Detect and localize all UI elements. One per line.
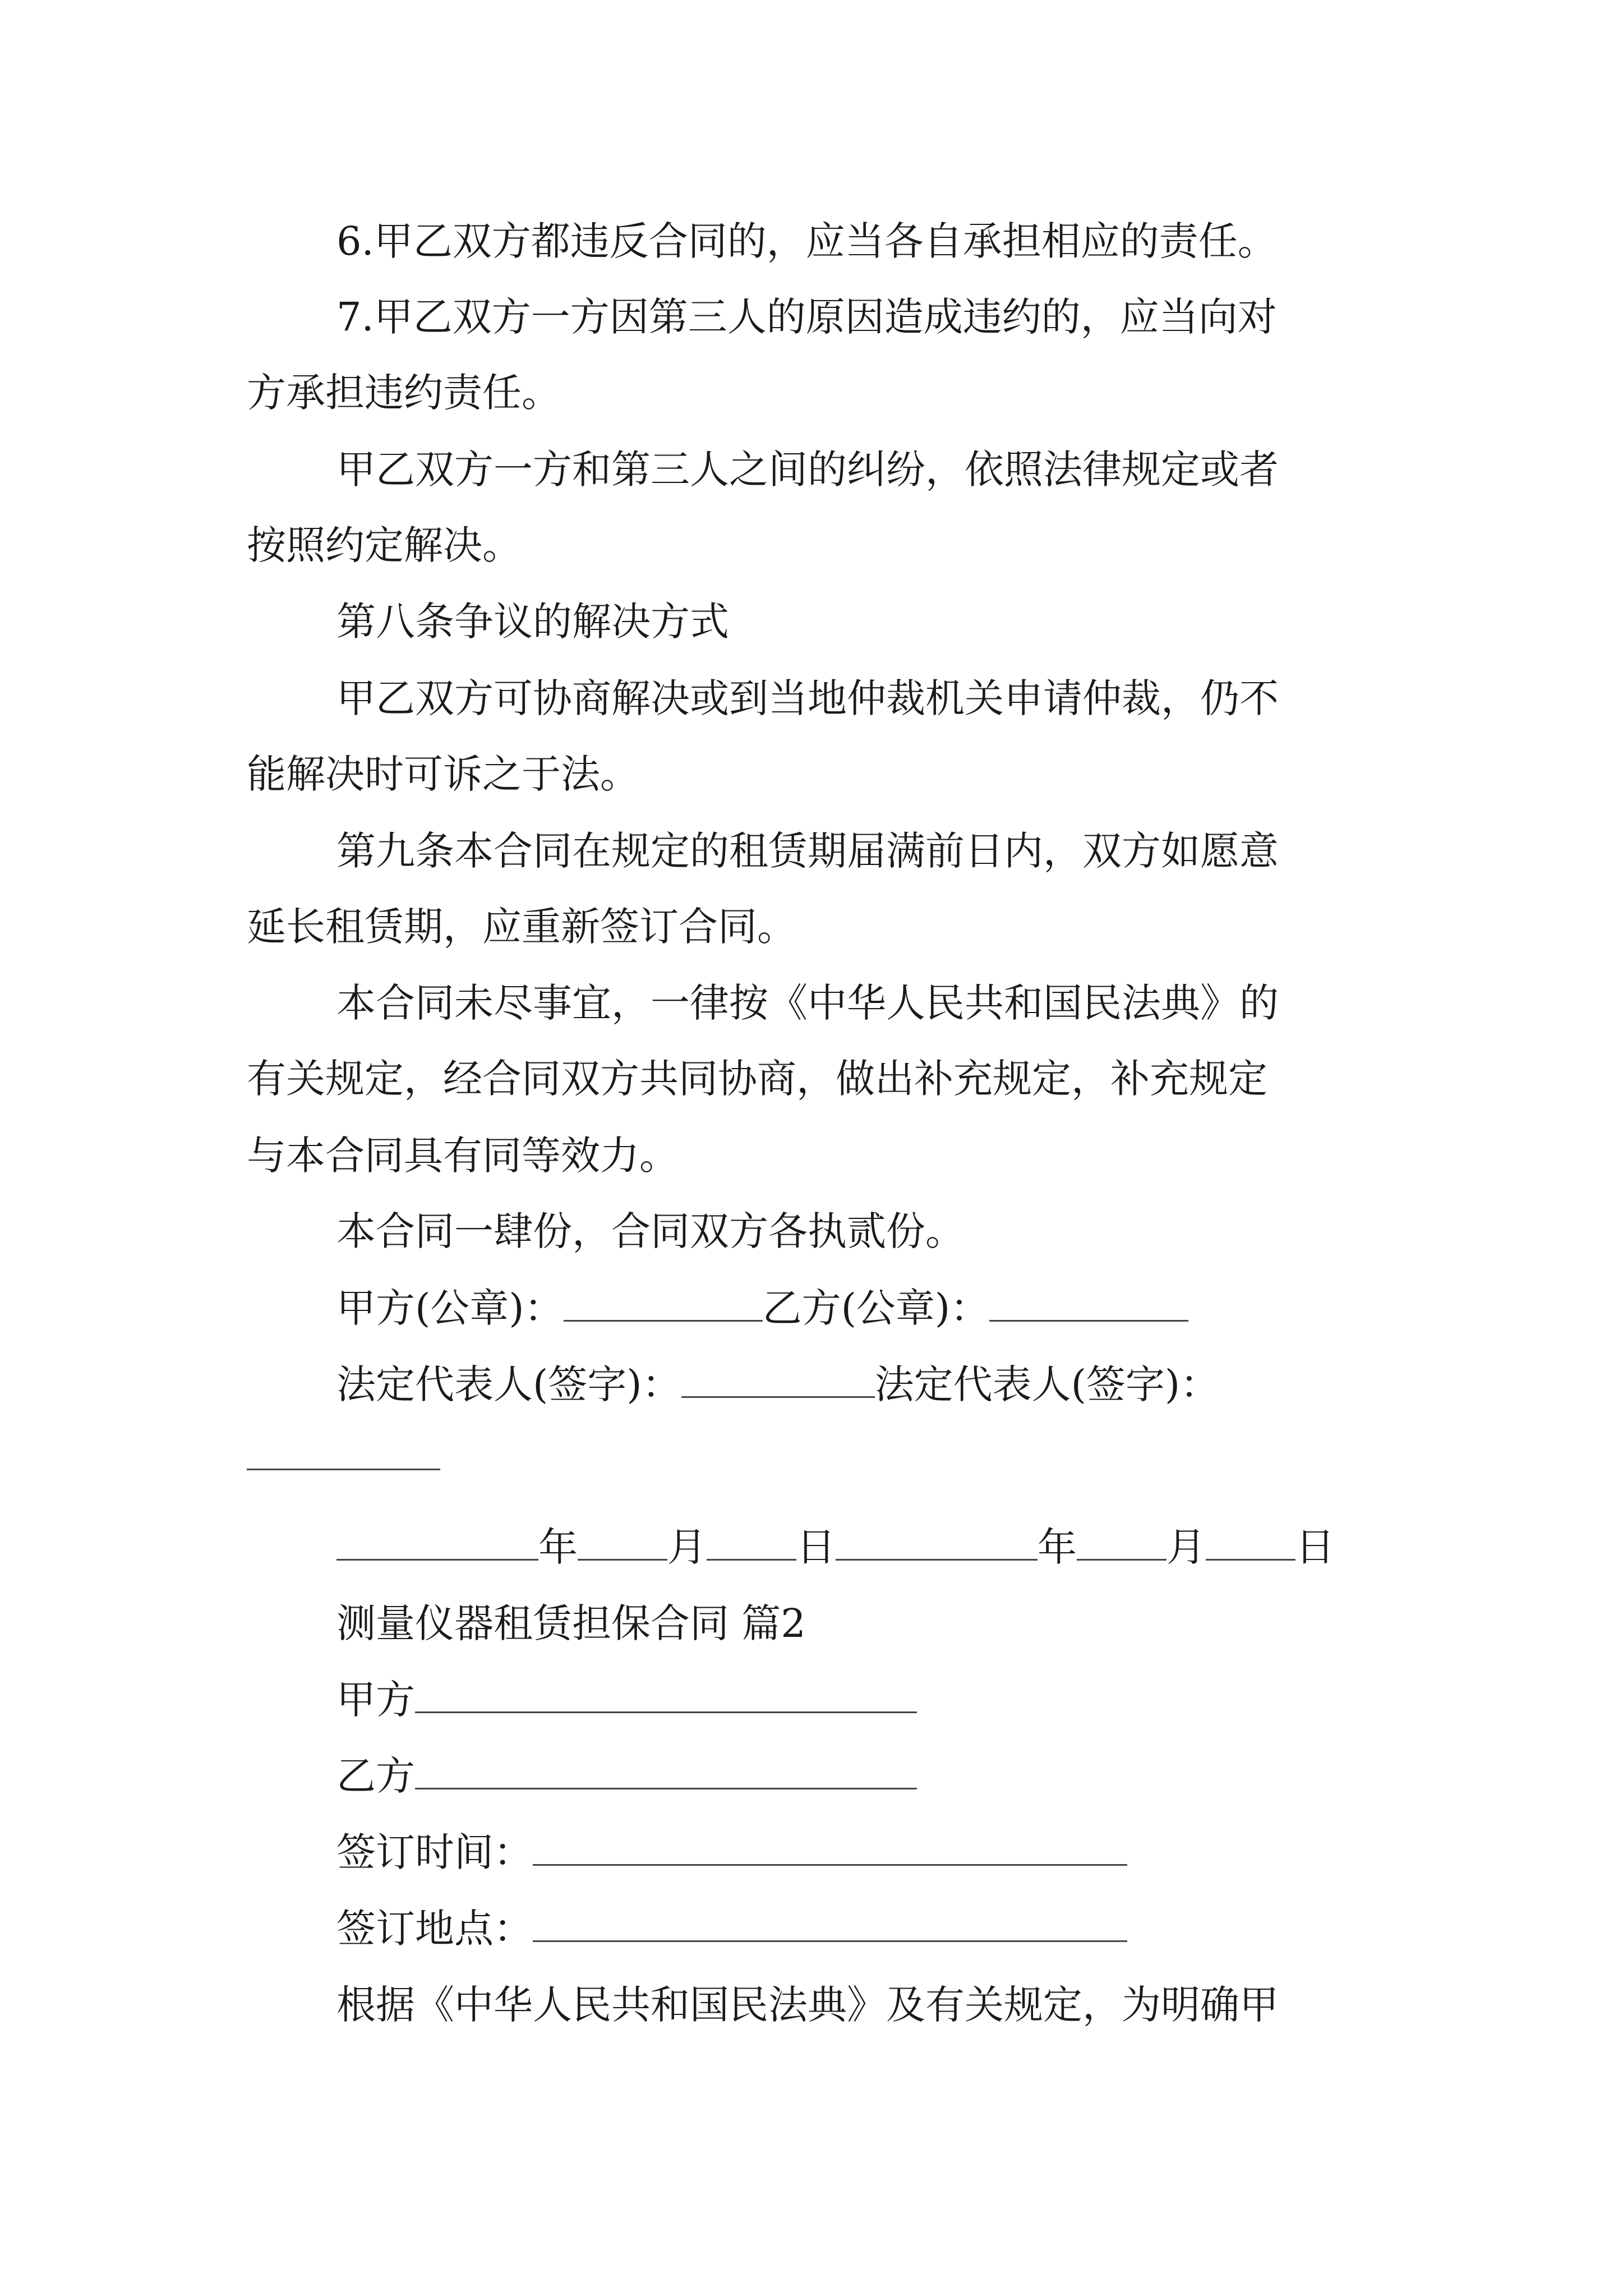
article-8-body: 甲乙双方可协商解决或到当地仲裁机关申请仲裁，仍不 — [336, 675, 1279, 721]
day-b-blank — [1206, 1524, 1295, 1561]
third-party-dispute-cont: 按照约定解决。 — [247, 522, 522, 568]
third-party-dispute: 甲乙双方一方和第三人之间的纠纷，依照法律规定或者 — [336, 447, 1279, 493]
month-a-label: 月 — [667, 1524, 707, 1570]
sign-time-line — [336, 1824, 1127, 1880]
year-b-label: 年 — [1038, 1524, 1077, 1570]
clause-7-cont: 方承担违约责任。 — [247, 370, 561, 416]
supplement-clause-end: 与本合同具有同等效力。 — [247, 1133, 679, 1179]
sign-place-blank — [533, 1906, 1127, 1942]
year-b-blank — [836, 1524, 1038, 1561]
month-b-blank — [1077, 1524, 1166, 1561]
rep-b-label: 法定代表人(签字)： — [874, 1361, 1220, 1407]
party-a-seal-label: 甲方(公章)： — [336, 1285, 564, 1331]
party-a-seal-blank — [564, 1285, 763, 1322]
party-b-seal-blank — [989, 1285, 1188, 1322]
clause-7: 7.甲乙双方一方因第三人的原因造成违约的，应当向对 — [336, 294, 1277, 340]
day-a-blank — [707, 1524, 796, 1561]
sign-place-line — [336, 1901, 1127, 1957]
day-a-label: 日 — [796, 1524, 836, 1570]
day-b-label: 日 — [1295, 1524, 1335, 1570]
sign-time-blank — [533, 1829, 1127, 1866]
party-a-line — [336, 1672, 917, 1728]
party-b-line — [336, 1748, 917, 1804]
party-b-label: 乙方 — [336, 1753, 415, 1799]
year-a-blank — [336, 1524, 538, 1561]
party-b-seal-label: 乙方(公章)： — [762, 1285, 990, 1331]
rep-a-label: 法定代表人(签字)： — [336, 1361, 681, 1407]
contract-2-preamble: 根据《中华人民共和国民法典》及有关规定，为明确甲 — [336, 1982, 1279, 2028]
party-b-blank — [415, 1753, 917, 1789]
supplement-clause-cont: 有关规定，经合同双方共同协商，做出补充规定，补充规定 — [247, 1056, 1267, 1102]
article-9-cont: 延长租赁期，应重新签订合同。 — [247, 904, 796, 950]
supplement-clause: 本合同未尽事宜，一律按《中华人民共和国民法典》的 — [336, 980, 1279, 1026]
party-a-label: 甲方 — [336, 1677, 415, 1723]
article-9: 第九条本合同在规定的租赁期届满前日内，双方如愿意 — [336, 828, 1279, 874]
article-8-heading: 第八条争议的解决方式 — [336, 599, 729, 645]
clause-6: 6.甲乙双方都违反合同的，应当各自承担相应的责任。 — [336, 218, 1277, 264]
party-a-blank — [415, 1677, 917, 1713]
seal-line — [336, 1280, 1188, 1336]
rep-a-blank — [681, 1361, 875, 1398]
month-a-blank — [578, 1524, 667, 1561]
copies-clause: 本合同一肆份，合同双方各执贰份。 — [336, 1208, 965, 1254]
date-line — [336, 1519, 1335, 1575]
sign-place-label: 签订地点： — [336, 1906, 533, 1952]
sign-time-label: 签订时间： — [336, 1829, 533, 1875]
rep-b-blank — [247, 1469, 440, 1470]
month-b-label: 月 — [1166, 1524, 1206, 1570]
contract-2-title: 测量仪器租赁担保合同 篇2 — [336, 1600, 806, 1646]
rep-line — [336, 1356, 1219, 1412]
year-a-label: 年 — [538, 1524, 578, 1570]
article-8-body-cont: 能解决时可诉之于法。 — [247, 751, 639, 797]
